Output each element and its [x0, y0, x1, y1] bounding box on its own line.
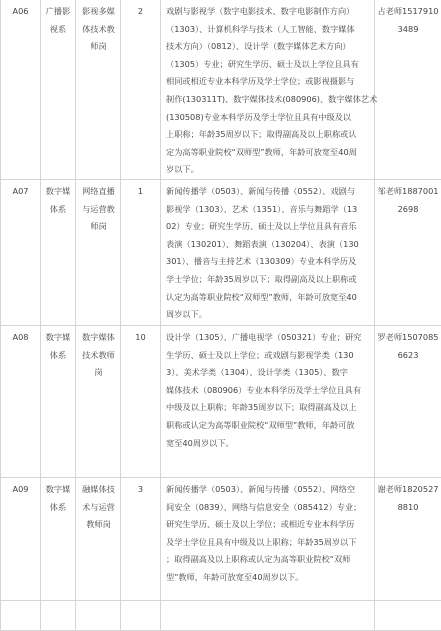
- table-row: [1, 325, 441, 477]
- position-name-cell: [76, 0, 121, 179]
- table-row: [1, 600, 441, 630]
- position-code-cell: [1, 600, 41, 630]
- headcount-cell: [121, 325, 161, 477]
- contact: 罗老师15070856623: [377, 332, 438, 360]
- position-code-cell: [1, 325, 41, 477]
- position-name: 网络直播与运营教师岗: [82, 186, 115, 231]
- contact-cell: [375, 600, 441, 630]
- position-code: A08: [12, 332, 28, 342]
- headcount: 10: [135, 332, 145, 342]
- requirements-cell: [161, 0, 375, 179]
- contact: 谢老师18205278810: [377, 484, 438, 512]
- requirements-text: 新闻传播学（0503）、新闻与传播（0552）、网络空 间安全（0839）、网络与信息安全（085412）专业； 研究生学历、硕士及以上学位；或相近专业本科学历 及学士学位且具有中级及以上职称；年龄35周岁以下 ；取得副高及以上职称或认定为高等职业院校“双师 型”教师，年龄可放宽至40周岁以下。: [166, 481, 372, 587]
- position-name-cell: [76, 600, 121, 630]
- position-code-cell: [1, 477, 41, 600]
- department: 广播影视系: [46, 6, 71, 34]
- position-name: 数字媒体技术教师岗: [82, 332, 115, 377]
- requirements-text: 设计学（1305）、广播电视学（050321）专业；研究 生学历、硕士及以上学位；或戏剧与影视学类（130 3）、美术学类（1304）、设计学类（1305）、数字 媒体技术（080906）专业本科学历及学士学位且具有 中级及以上职称；年龄35周岁以下；取得副高及以上 职称或认定为高等职业院校“双师型”教师，年龄可放 宽至40周岁以下。: [166, 329, 372, 452]
- headcount-cell: [121, 179, 161, 325]
- position-code-cell: [1, 179, 41, 325]
- headcount: 1: [138, 186, 143, 196]
- contact-cell: [375, 179, 441, 325]
- requirements-text: 戏剧与影视学（数字电影技术、数字电影制作方向） （1303）、计算机科学与技术（人工智能、数字媒体 技术方向）（0812）、设计学（数字媒体艺术方向） （1305）专业；研究生学历、硕士及以上学位且具有 相同或相近专业本科学历及学士学位；或影视摄影与 制作(130311T)、数字媒体技术(080906)、数字媒体艺术 (130508)专业本科学历及学士学位且具有中级及以 上职称；年龄35周岁以下；取得副高及以上职称或认 定为高等职业院校“双师型”教师，年龄可放宽至40周 岁以下。: [166, 3, 372, 179]
- department: 数字媒体系: [46, 186, 71, 214]
- department-cell: [41, 600, 76, 630]
- table-row: [1, 0, 441, 179]
- position-name-cell: [76, 325, 121, 477]
- table-row: [1, 477, 441, 600]
- position-name: 影视多媒体技术教师岗: [82, 6, 115, 51]
- headcount-cell: [121, 0, 161, 179]
- department-cell: [41, 0, 76, 179]
- headcount: 2: [138, 6, 143, 16]
- requirements-cell: [161, 477, 375, 600]
- headcount-cell: [121, 477, 161, 600]
- position-name-cell: [76, 477, 121, 600]
- headcount-cell: [121, 600, 161, 630]
- department: 数字媒体系: [46, 484, 71, 512]
- department: 数字媒体系: [46, 332, 71, 360]
- headcount: 3: [138, 484, 143, 494]
- position-name: 融媒体技术与运营教师岗: [82, 484, 115, 529]
- department-cell: [41, 325, 76, 477]
- position-code: A09: [12, 484, 28, 494]
- contact: 邹老师18870012698: [377, 186, 438, 214]
- position-code: A07: [12, 186, 28, 196]
- contact-cell: [375, 0, 441, 179]
- table-row: [1, 179, 441, 325]
- requirements-cell: [161, 600, 375, 630]
- contact: 占老师15179103489: [377, 6, 438, 34]
- requirements-text: 新闻传播学（0503）、新闻与传播（0552）、戏剧与 影视学（1303）、艺术（1351）、音乐与舞蹈学（13 02）专业；研究生学历、硕士及以上学位且具有音乐 表演（130201）、舞蹈表演（130204）、表演（130 301）、播音与主持艺术（130309）专业本科学历及 学士学位；年龄35周岁以下；取得副高及以上职称或 认定为高等职业院校“双师型”教师，年龄可放宽至40 周岁以下。: [166, 183, 372, 324]
- requirements-cell: [161, 325, 375, 477]
- requirements-cell: [161, 179, 375, 325]
- department-cell: [41, 477, 76, 600]
- department-cell: [41, 179, 76, 325]
- position-code: A06: [12, 6, 28, 16]
- contact-cell: [375, 477, 441, 600]
- position-name-cell: [76, 179, 121, 325]
- contact-cell: [375, 325, 441, 477]
- position-code-cell: [1, 0, 41, 179]
